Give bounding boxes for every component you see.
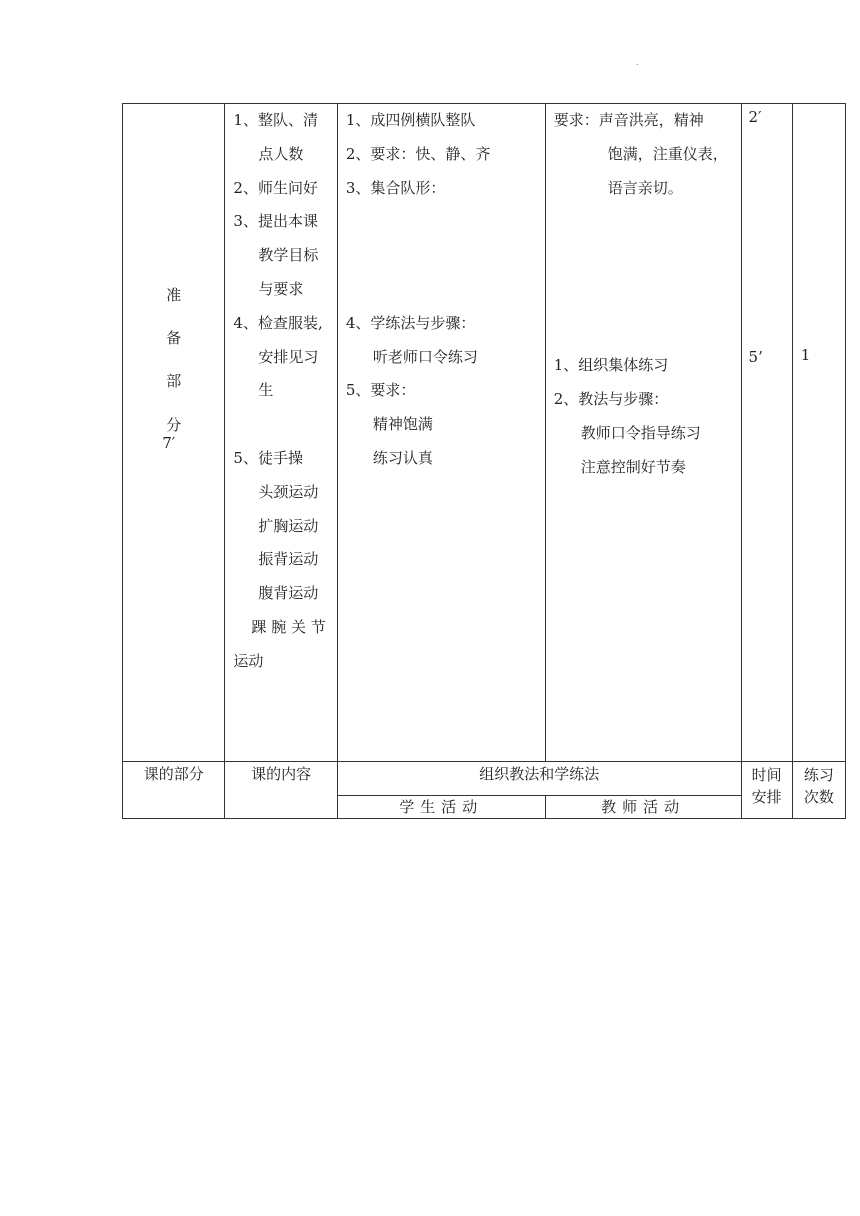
header-count	[792, 762, 845, 819]
teacher-line: 语言亲切。	[607, 178, 683, 197]
student-line: 5、要求：	[345, 381, 416, 400]
header-method: 组织教法和学练法	[337, 762, 741, 796]
header-count-line: 次数	[803, 788, 834, 806]
content-cell	[225, 104, 337, 762]
student-line: 4、学练法与步骤：	[345, 313, 476, 332]
student-line	[346, 205, 545, 239]
content-line: 1、整队、清	[233, 111, 318, 129]
header-count-line: 练习	[803, 766, 834, 784]
content-line: 安排见习	[258, 347, 319, 366]
content-line: 5、徒手操	[233, 448, 303, 467]
content-line: 3、提出本课	[233, 212, 318, 231]
content-line: 扩胸运动	[258, 516, 319, 535]
content-line	[233, 408, 336, 442]
student-line: 练习认真	[372, 448, 433, 467]
student-line: 精神饱满	[372, 415, 433, 434]
student-line: 听老师口令练习	[372, 347, 478, 366]
student-line: 3、集合队形：	[345, 178, 446, 197]
content-line: 2、师生问好	[233, 178, 318, 197]
section-char: 部	[166, 372, 182, 390]
content-line: 腹背运动	[258, 584, 319, 603]
teacher-line: 教师口令指导练习	[580, 423, 701, 442]
count-cell	[792, 104, 845, 762]
page-mark: .	[636, 58, 639, 67]
header-time-line: 安排	[751, 788, 782, 806]
teacher-line: 饱满，注重仪表，	[607, 144, 728, 163]
teacher-line: 要求：声音洪亮，精神	[553, 111, 704, 129]
section-char: 准	[166, 286, 182, 304]
student-line	[346, 273, 545, 307]
content-line: 振背运动	[258, 550, 319, 569]
content-line: 与要求	[258, 279, 304, 298]
teacher-line: 注意控制好节奏	[580, 457, 686, 476]
header-time	[741, 762, 792, 819]
student-line: 2、要求：快、静、齐	[345, 144, 491, 163]
header-time-line: 时间	[751, 766, 782, 784]
header-part: 课的部分	[123, 762, 225, 819]
time-value: 5’	[748, 348, 763, 366]
student-activity-cell	[337, 104, 545, 762]
teacher-line: 2、教法与步骤：	[553, 390, 669, 409]
content-line: 头颈运动	[258, 482, 319, 501]
section-char: 分	[166, 416, 182, 434]
time-value: 2′	[748, 108, 762, 126]
content-line: 教学目标	[258, 246, 319, 265]
header-row	[123, 762, 846, 796]
content-line: 4、检查服装,	[233, 313, 323, 332]
section-cell	[123, 104, 225, 762]
count-value: 1	[800, 346, 811, 364]
time-cell	[741, 104, 792, 762]
preparation-row	[123, 104, 846, 762]
lesson-plan-table	[122, 103, 846, 819]
content-line: 踝 腕 关 节	[251, 617, 326, 636]
header-student: 学生活动	[337, 796, 545, 819]
section-time: 7′	[162, 434, 176, 452]
student-line: 1、成四例横队整队	[345, 111, 476, 129]
content-line: 点人数	[258, 144, 304, 163]
teacher-activity-cell	[545, 104, 741, 762]
content-line: 生	[258, 381, 274, 400]
section-char: 备	[166, 329, 182, 347]
content-line: 运动	[233, 651, 264, 670]
header-content: 课的内容	[225, 762, 337, 819]
header-teacher: 教师活动	[545, 796, 741, 819]
student-line	[346, 239, 545, 273]
teacher-line: 1、组织集体练习	[553, 356, 669, 375]
